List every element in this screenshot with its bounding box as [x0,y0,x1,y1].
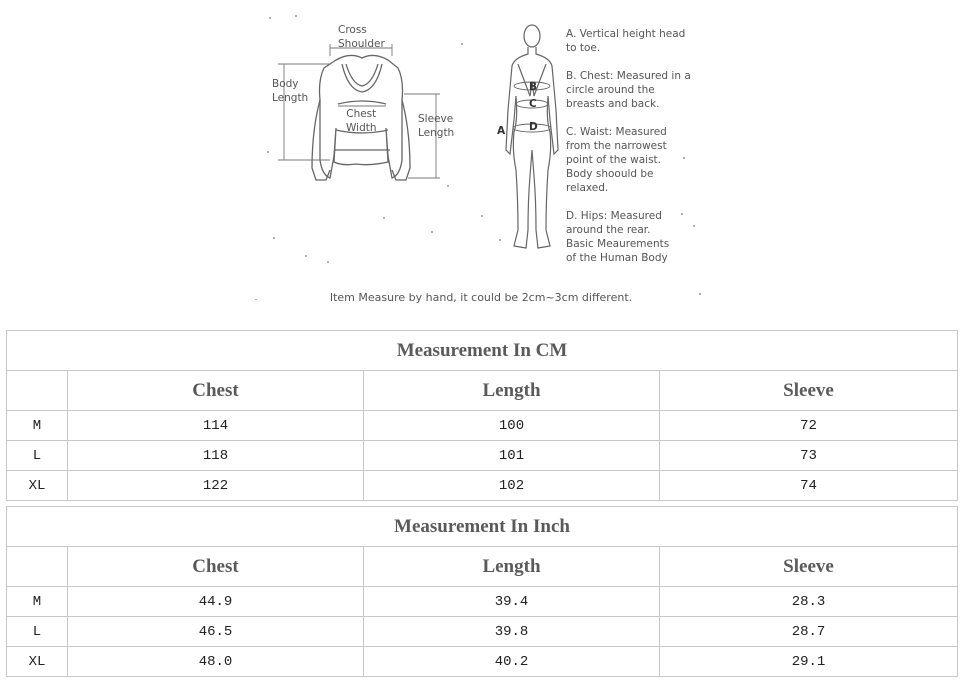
sleeve-length-label: Sleeve Length [418,113,455,139]
chest-value: 48.0 [68,647,364,677]
chest-value: 118 [68,441,364,471]
definition-d: D. Hips: Measured around the rear. Basic Meaurements of the Human Body [566,210,670,264]
sleeve-value: 73 [660,441,958,471]
measure-note: Item Measure by hand, it could be 2cm~3cm different. [329,291,633,304]
length-value: 100 [364,411,660,441]
table-title-row [7,507,958,547]
size-label: M [7,411,68,441]
length-value: 102 [364,471,660,501]
size-label: XL [7,647,68,677]
body-silhouette [0,0,962,300]
table-title-row [7,331,958,371]
chest-value: 122 [68,471,364,501]
body-letter-b: B [529,81,538,93]
inch-table-title: Measurement In Inch [7,507,958,547]
inch-size-table [6,506,958,677]
body-letter-a: A [497,125,506,137]
length-value: 101 [364,441,660,471]
definition-b: B. Chest: Measured in a circle around the breasts and back. [566,70,691,110]
chest-header: Chest [68,371,364,411]
table-header-row [7,547,958,587]
cm-size-table [6,330,958,501]
size-label: XL [7,471,68,501]
size-label: L [7,617,68,647]
chest-value: 46.5 [68,617,364,647]
length-value: 39.8 [364,617,660,647]
sleeve-value: 72 [660,411,958,441]
body-letter-d: D [529,121,538,133]
body-length-label: Body Length [272,78,309,104]
sleeve-header: Sleeve [660,547,958,587]
length-header: Length [364,371,660,411]
sleeve-value: 29.1 [660,647,958,677]
table-row [7,647,958,677]
chest-width-label: Chest Width [346,108,377,134]
table-row [7,441,958,471]
sleeve-value: 74 [660,471,958,501]
table-row [7,587,958,617]
measurement-guide-figure [0,0,962,330]
cross-shoulder-label: Cross Shoulder [338,24,385,50]
size-header-blank [7,371,68,411]
chest-value: 44.9 [68,587,364,617]
cm-table-title: Measurement In CM [7,331,958,371]
chest-value: 114 [68,411,364,441]
body-letter-c: C [529,98,537,110]
table-row [7,411,958,441]
sleeve-header: Sleeve [660,371,958,411]
length-value: 40.2 [364,647,660,677]
chest-header: Chest [68,547,364,587]
table-row [7,617,958,647]
size-label: M [7,587,68,617]
table-header-row [7,371,958,411]
definition-a: A. Vertical height head to toe. [566,28,686,54]
length-value: 39.4 [364,587,660,617]
table-row [7,471,958,501]
length-header: Length [364,547,660,587]
size-header-blank [7,547,68,587]
size-label: L [7,441,68,471]
sleeve-value: 28.7 [660,617,958,647]
definition-c: C. Waist: Measured from the narrowest point of the waist. Body shoould be relaxed. [566,126,667,194]
sleeve-value: 28.3 [660,587,958,617]
